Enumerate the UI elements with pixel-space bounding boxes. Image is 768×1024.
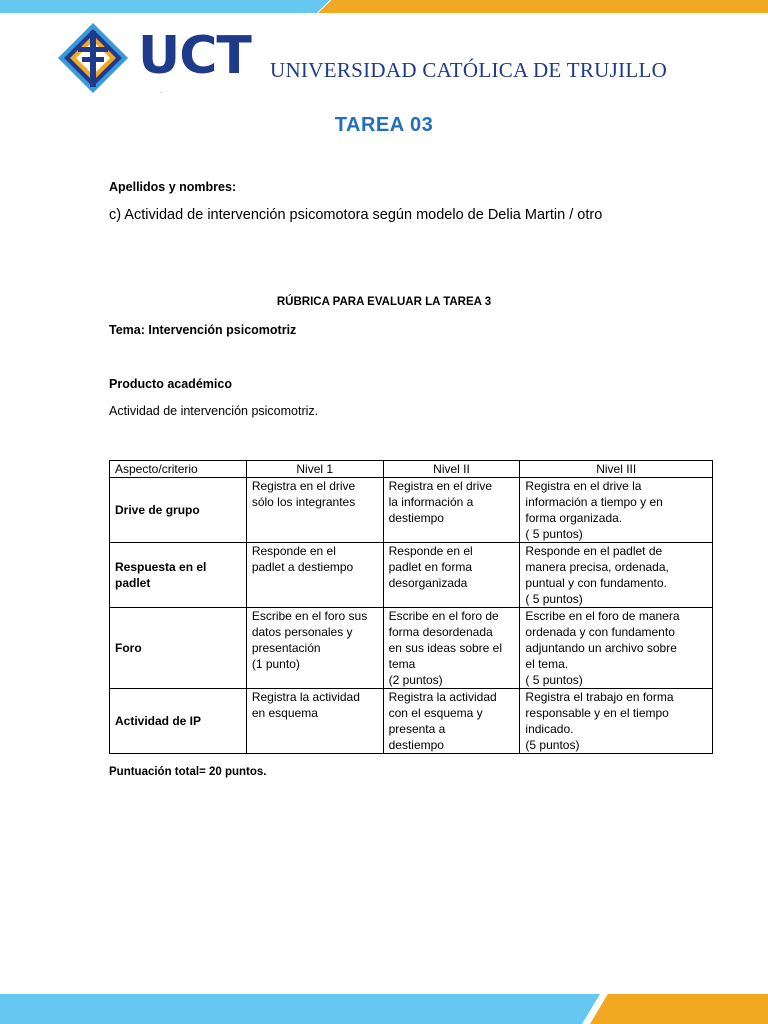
product-description: Actividad de intervención psicomotriz. bbox=[109, 404, 319, 418]
activity-description: c) Actividad de intervención psicomotora según modelo de Delia Martin / otro bbox=[109, 207, 603, 223]
total-score: Puntuación total= 20 puntos. bbox=[109, 766, 267, 778]
level-1-cell: Escribe en el foro sus datos personales y presentación (1 punto) bbox=[246, 608, 383, 689]
bottom-blue-bar bbox=[0, 994, 600, 1024]
criterion-cell: Drive de grupo bbox=[110, 478, 247, 543]
table-row bbox=[110, 543, 713, 608]
logo-mark-dot: . bbox=[160, 86, 163, 95]
header-criterion: Aspecto/criterio bbox=[110, 461, 247, 478]
table-row bbox=[110, 689, 713, 754]
level-1-cell: Registra en el drive sólo los integrantes bbox=[246, 478, 383, 543]
top-orange-bar bbox=[318, 0, 768, 13]
top-blue-bar bbox=[0, 0, 330, 13]
table-row bbox=[110, 478, 713, 543]
institution-name: UNIVERSIDAD CATÓLICA DE TRUJILLO bbox=[270, 58, 668, 82]
product-label: Producto académico bbox=[109, 377, 232, 391]
level-1-cell: Responde en el padlet a destiempo bbox=[246, 543, 383, 608]
bottom-orange-bar bbox=[590, 994, 768, 1024]
header-level-3: Nivel III bbox=[520, 461, 713, 478]
topic-line: Tema: Intervención psicomotriz bbox=[109, 323, 297, 337]
rubric-title: RÚBRICA PARA EVALUAR LA TAREA 3 bbox=[276, 296, 492, 308]
level-3-cell: Registra el trabajo en forma responsable y en el tiempo indicado. (5 puntos) bbox=[520, 689, 713, 754]
logo-abbreviation: UCT bbox=[138, 26, 251, 86]
header-level-2: Nivel II bbox=[383, 461, 520, 478]
level-3-cell: Responde en el padlet de manera precisa, ordenada, puntual y con fundamento. ( 5 puntos) bbox=[520, 543, 713, 608]
level-1-cell: Registra la actividad en esquema bbox=[246, 689, 383, 754]
level-3-cell: Escribe en el foro de manera ordenada y con fundamento adjuntando un archivo sobre el tema. ( 5 puntos) bbox=[520, 608, 713, 689]
header-level-1: Nivel 1 bbox=[246, 461, 383, 478]
level-2-cell: Escribe en el foro de forma desordenada en sus ideas sobre el tema (2 puntos) bbox=[383, 608, 520, 689]
level-3-cell: Registra en el drive la información a tiempo y en forma organizada. ( 5 puntos) bbox=[520, 478, 713, 543]
table-row bbox=[110, 608, 713, 689]
page-title: TAREA 03 bbox=[334, 114, 434, 136]
table-header-row bbox=[110, 461, 713, 478]
rubric-table bbox=[109, 460, 713, 754]
criterion-cell: Foro bbox=[110, 608, 247, 689]
criterion-cell: Actividad de IP bbox=[110, 689, 247, 754]
level-2-cell: Registra la actividad con el esquema y presenta a destiempo bbox=[383, 689, 520, 754]
student-name-label: Apellidos y nombres: bbox=[109, 180, 237, 194]
level-2-cell: Responde en el padlet en forma desorganizada bbox=[383, 543, 520, 608]
criterion-cell: Respuesta en el padlet bbox=[110, 543, 247, 608]
level-2-cell: Registra en el drive la información a destiempo bbox=[383, 478, 520, 543]
university-cross-logo-icon bbox=[58, 23, 128, 93]
